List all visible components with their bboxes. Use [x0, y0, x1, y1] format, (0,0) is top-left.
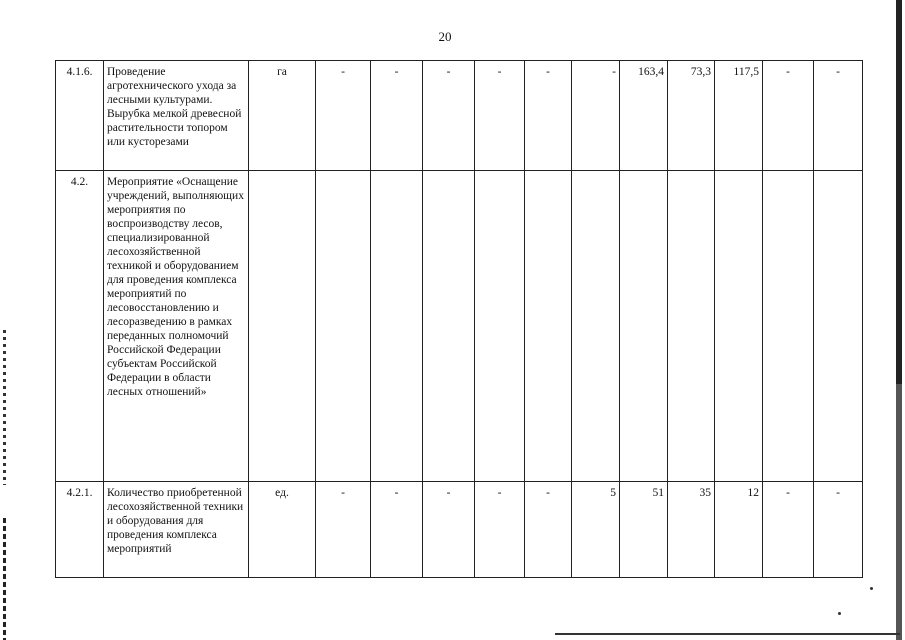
value-cell	[475, 171, 525, 482]
value-cell	[572, 171, 620, 482]
table-row	[56, 171, 863, 482]
indicators-table	[55, 60, 863, 578]
scan-artifact	[838, 612, 841, 615]
row-name: Количество приобретенной лесохозяйственной техники и оборудования для проведения комплекса мероприятий	[104, 482, 249, 578]
value-cell: -	[814, 482, 863, 578]
value-cell: -	[814, 61, 863, 171]
value-cell	[814, 171, 863, 482]
value-cell: 12	[715, 482, 763, 578]
row-unit: ед.	[249, 482, 316, 578]
scan-artifact	[555, 633, 900, 635]
value-cell: -	[316, 482, 371, 578]
value-cell: -	[371, 61, 423, 171]
value-cell: -	[316, 61, 371, 171]
value-cell: -	[763, 482, 814, 578]
value-cell	[715, 171, 763, 482]
value-cell	[620, 171, 668, 482]
value-cell	[525, 171, 572, 482]
value-cell: -	[525, 482, 572, 578]
value-cell: -	[763, 61, 814, 171]
value-cell	[423, 171, 475, 482]
value-cell	[371, 171, 423, 482]
row-name: Проведение агротехнического ухода за лесными культурами. Вырубка мелкой древесной растительности топором или кусторезами	[104, 61, 249, 171]
scan-artifact	[3, 330, 6, 485]
row-number: 4.2.	[56, 171, 104, 482]
value-cell: 73,3	[668, 61, 715, 171]
scan-artifact	[3, 518, 6, 640]
value-cell: 51	[620, 482, 668, 578]
value-cell: -	[525, 61, 572, 171]
scan-artifact	[896, 0, 902, 640]
value-cell: -	[423, 482, 475, 578]
value-cell	[763, 171, 814, 482]
value-cell: 5	[572, 482, 620, 578]
value-cell: 163,4	[620, 61, 668, 171]
page-number: 20	[438, 29, 452, 44]
value-cell: -	[475, 61, 525, 171]
row-number: 4.1.6.	[56, 61, 104, 171]
value-cell: -	[475, 482, 525, 578]
value-cell: 35	[668, 482, 715, 578]
value-cell: -	[371, 482, 423, 578]
scan-artifact	[870, 587, 873, 590]
row-name: Мероприятие «Оснащение учреждений, выполняющих мероприятия по воспроизводству лесов, специализированной лесохозяйственной техникой и оборудованием для проведения комплекса мероприятий по лесовосстановлению и лесоразведению в рамках переданных полномочий Российской Федерации субъектам Российской Федерации в области лесных отношений»	[104, 171, 249, 482]
value-cell: 117,5	[715, 61, 763, 171]
value-cell: -	[572, 61, 620, 171]
value-cell: -	[423, 61, 475, 171]
row-unit: га	[249, 61, 316, 171]
row-unit	[249, 171, 316, 482]
table-row	[56, 482, 863, 578]
row-number: 4.2.1.	[56, 482, 104, 578]
table-row	[56, 61, 863, 171]
value-cell	[316, 171, 371, 482]
value-cell	[668, 171, 715, 482]
